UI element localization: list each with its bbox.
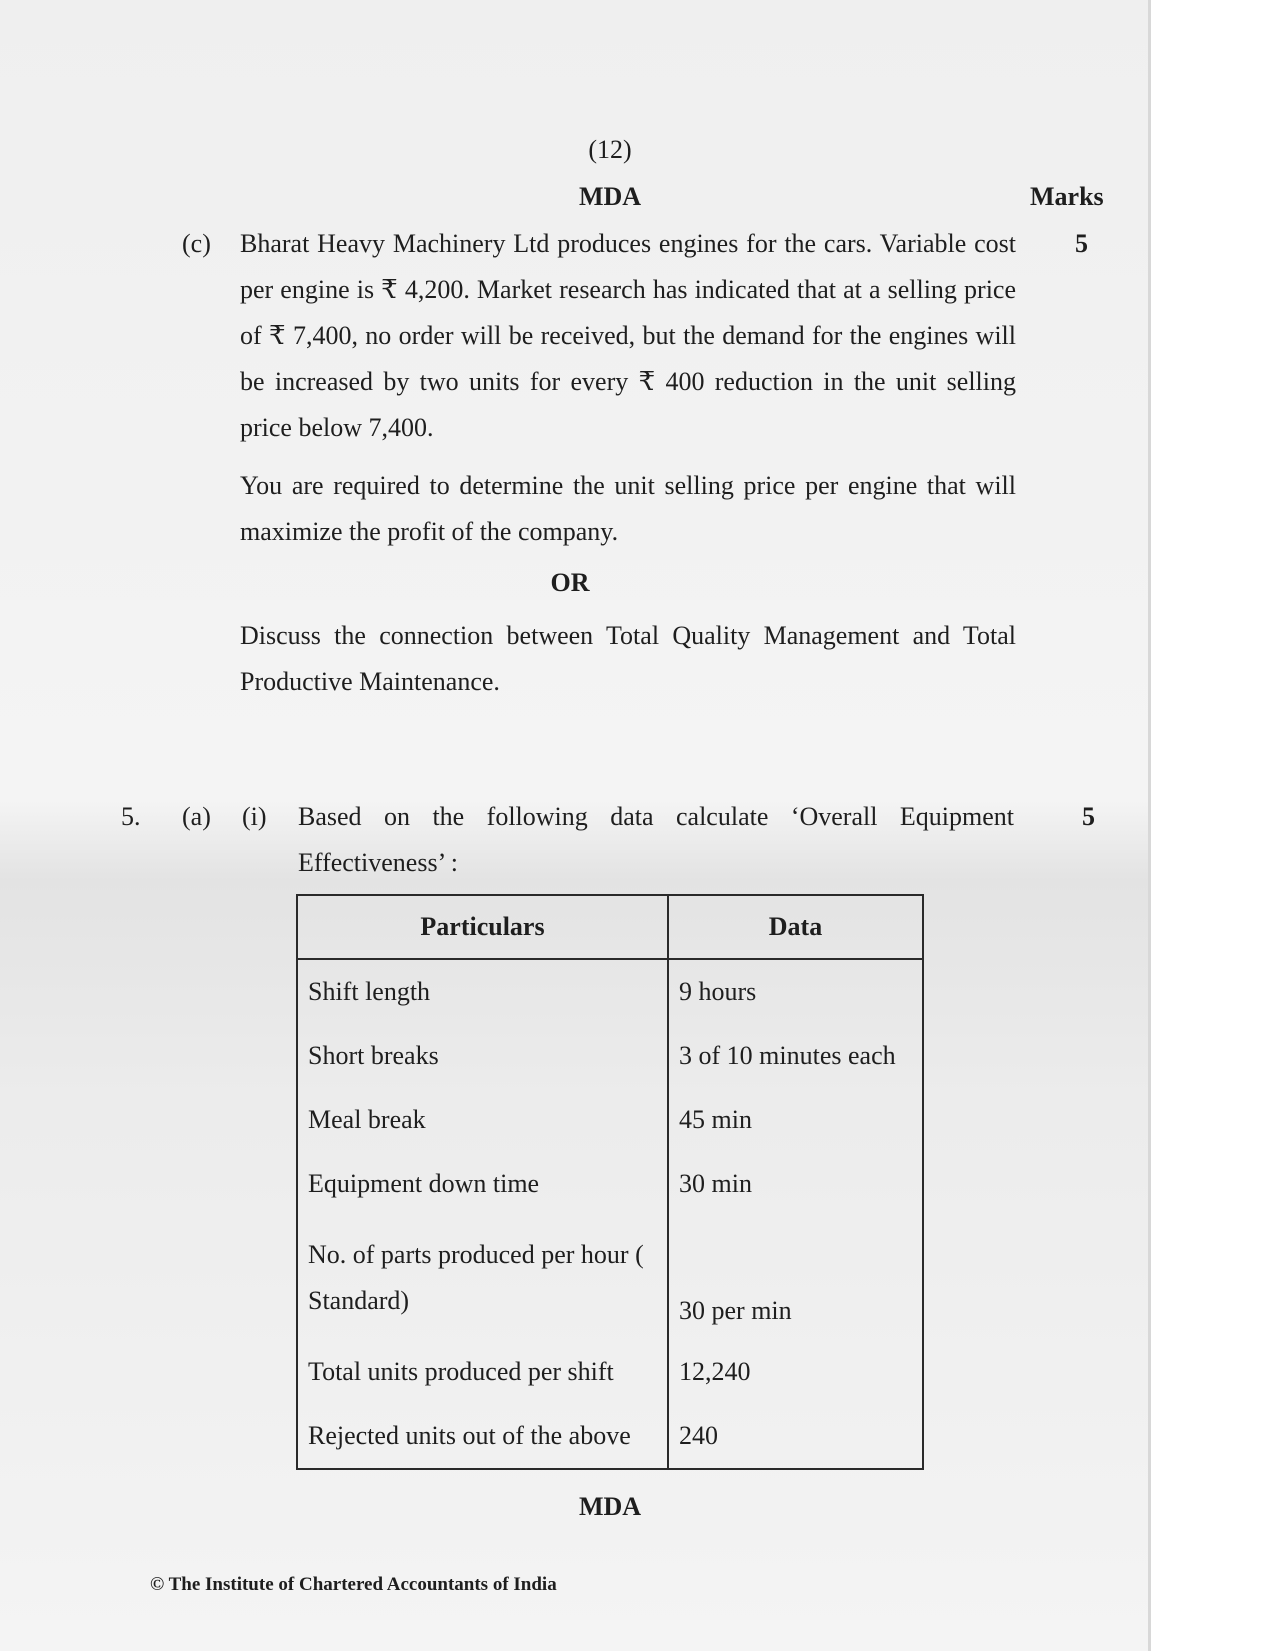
table-header-row: [297, 895, 923, 959]
question-text-c: Bharat Heavy Machinery Ltd produces engines for the cars. Variable cost per engine is ₹ 4,200. Market research has indicated that at a selling price of ₹ 7,400, no order will be received, but the demand for the engines will be increased by two units for every ₹ 400 reduction in the unit selling price below 7,400.: [240, 229, 1016, 442]
table-cell-data: 30 per min: [679, 1296, 792, 1325]
copyright-footer: © The Institute of Chartered Accountants of India: [150, 1574, 557, 1595]
table-cell-data: 45 min: [679, 1105, 752, 1134]
paper-code-footer: MDA: [578, 1492, 642, 1521]
page-edge: [1148, 0, 1151, 1651]
table-cell-particular: Shift length: [297, 959, 668, 1024]
table-cell-data: 240: [679, 1421, 718, 1450]
oee-data-table: [296, 894, 924, 1470]
table-row: [297, 1152, 923, 1216]
table-cell-particular: Equipment down time: [297, 1152, 668, 1216]
table-row: [297, 1024, 923, 1088]
question-number-5: 5.: [121, 802, 141, 831]
table-cell-data: 3 of 10 minutes each: [679, 1041, 896, 1070]
table-cell-particular: Short breaks: [297, 1024, 668, 1088]
table-cell-particular: Rejected units out of the above: [297, 1404, 668, 1469]
table-row: [297, 1404, 923, 1469]
column-header-data: Data: [668, 895, 923, 959]
table-row: [297, 1088, 923, 1152]
table-cell-data: 30 min: [679, 1169, 752, 1198]
paper-code: MDA: [578, 182, 642, 211]
table-row: [297, 959, 923, 1024]
question-label-5a-i: (i): [242, 802, 267, 831]
question-label-c: (c): [182, 229, 211, 258]
question-alternative-c: Discuss the connection between Total Quality Management and Total Productive Maintenance.: [240, 621, 1016, 696]
table-cell-data: 12,240: [679, 1357, 751, 1386]
question-text-5a-i: Based on the following data calculate ‘Overall Equipment Effectiveness’ :: [298, 802, 1014, 877]
table-cell-particular: Meal break: [297, 1088, 668, 1152]
column-header-particulars: Particulars: [297, 895, 668, 959]
or-separator: OR: [550, 568, 590, 597]
table-cell-particular: Total units produced per shift: [297, 1340, 668, 1404]
table-row: [297, 1340, 923, 1404]
question-marks-c: 5: [1075, 229, 1088, 258]
marks-heading: Marks: [1030, 182, 1104, 211]
question-label-5a: (a): [182, 802, 211, 831]
question-requirement-c: You are required to determine the unit selling price per engine that will maximize the profit of the company.: [240, 471, 1016, 546]
table-cell-particular: No. of parts produced per hour ( Standard): [297, 1216, 668, 1340]
table-row: [297, 1216, 923, 1340]
question-marks-5: 5: [1082, 802, 1095, 831]
page-number: (12): [588, 135, 632, 164]
table-cell-data: 9 hours: [679, 977, 757, 1006]
